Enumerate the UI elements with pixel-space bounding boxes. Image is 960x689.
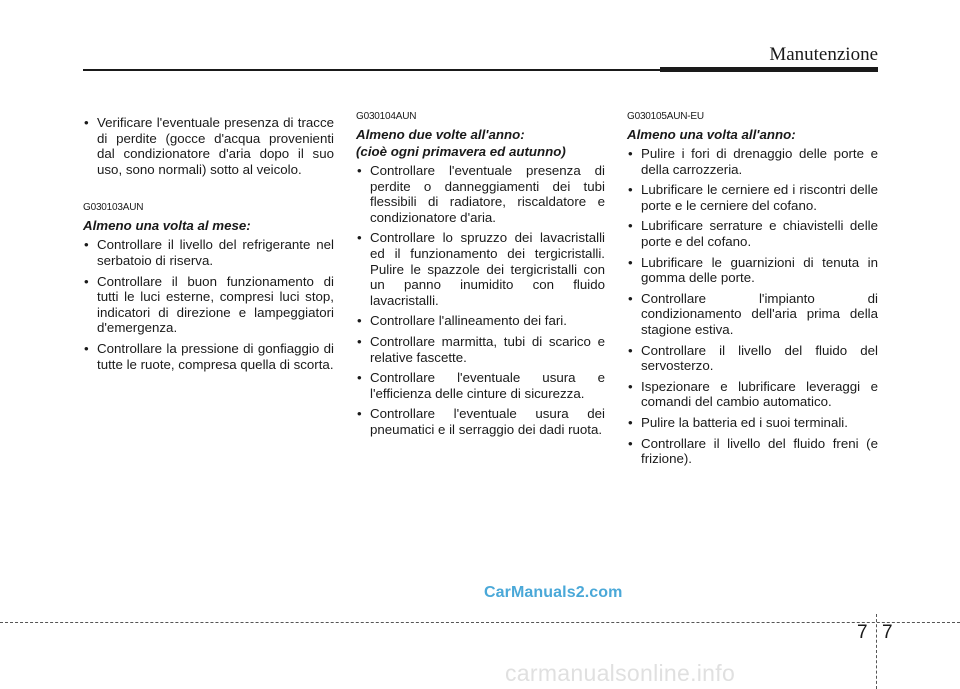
list-item: • Controllare il livello del fluido freni (e frizione). [627, 436, 878, 467]
list-item: • Controllare il livello del fluido del servosterzo. [627, 343, 878, 374]
list-item: • Controllare lo spruzzo dei lavacristalli ed il funzionamento dei tergicristalli. Pulire le spazzole dei tergicristalli con un panno inumidito con fluido lavacristalli. [356, 230, 605, 308]
bullet-list-biannual [356, 163, 605, 438]
list-item: • Controllare il livello del refrigerante nel serbatoio di riserva. [83, 237, 334, 268]
header-rule [83, 69, 660, 71]
list-item: • Lubrificare le guarnizioni di tenuta in gomma delle porte. [627, 255, 878, 286]
list-item: • Lubrificare le cerniere ed i riscontri delle porte e le cerniere del cofano. [627, 182, 878, 213]
list-item: • Controllare l'allineamento dei fari. [356, 313, 605, 329]
section-code: G030105AUN-EU [627, 111, 704, 122]
page-header-title: Manutenzione [769, 44, 878, 65]
list-item: • Controllare la pressione di gonfiaggio di tutte le ruote, compresa quella di scorta. [83, 341, 334, 372]
section-subheading: (cioè ogni primavera ed autunno) [356, 144, 566, 159]
list-item: • Controllare l'impianto di condizionamento dell'aria prima della stagione estiva. [627, 291, 878, 338]
watermark-link[interactable]: CarManuals2.com [484, 584, 623, 601]
page-number: 7 [882, 622, 893, 643]
list-item: • Controllare l'eventuale usura e l'efficienza delle cinture di sicurezza. [356, 370, 605, 401]
list-item: • Verificare l'eventuale presenza di tracce di perdite (gocce d'acqua provenienti dal condizionatore d'aria dopo il suo uso, sono normali) sotto al veicolo. [83, 115, 334, 177]
list-item: • Controllare l'eventuale presenza di perdite o danneggiamenti dei tubi flessibili di radiatore, riscaldatore e condizionatore d'aria. [356, 163, 605, 225]
list-item: • Controllare il buon funzionamento di tutti le luci esterne, compresi luci stop, indicatori di direzione e lampeggiatori d'emergenza. [83, 274, 334, 336]
list-item: • Ispezionare e lubrificare leveraggi e comandi del cambio automatico. [627, 379, 878, 410]
header-rule-accent [660, 67, 878, 72]
column-1 [83, 112, 334, 377]
column-3 [627, 111, 878, 472]
footer-divider [876, 614, 877, 689]
section-code: G030103AUN [83, 202, 144, 214]
footer-rule [0, 622, 960, 623]
bottom-watermark: carmanualsonline.info [505, 660, 736, 686]
section-heading: Almeno due volte all'anno: [356, 127, 525, 142]
column-2 [356, 111, 605, 443]
list-item: • Controllare marmitta, tubi di scarico e relative fascette. [356, 334, 605, 365]
bullet-list-annual [627, 146, 878, 467]
section-heading: Almeno una volta all'anno: [627, 127, 796, 142]
list-item: • Pulire i fori di drenaggio delle porte e della carrozzeria. [627, 146, 878, 177]
chapter-number: 7 [857, 622, 868, 643]
bullet-list-monthly [83, 237, 334, 372]
section-code: G030104AUN [356, 111, 417, 122]
section-heading: Almeno una volta al mese: [83, 218, 251, 234]
bullet-list-intro [83, 115, 334, 177]
list-item: • Controllare l'eventuale usura dei pneumatici e il serraggio dei dadi ruota. [356, 406, 605, 437]
list-item: • Lubrificare serrature e chiavistelli delle porte e del cofano. [627, 218, 878, 249]
list-item: • Pulire la batteria ed i suoi terminali. [627, 415, 878, 431]
